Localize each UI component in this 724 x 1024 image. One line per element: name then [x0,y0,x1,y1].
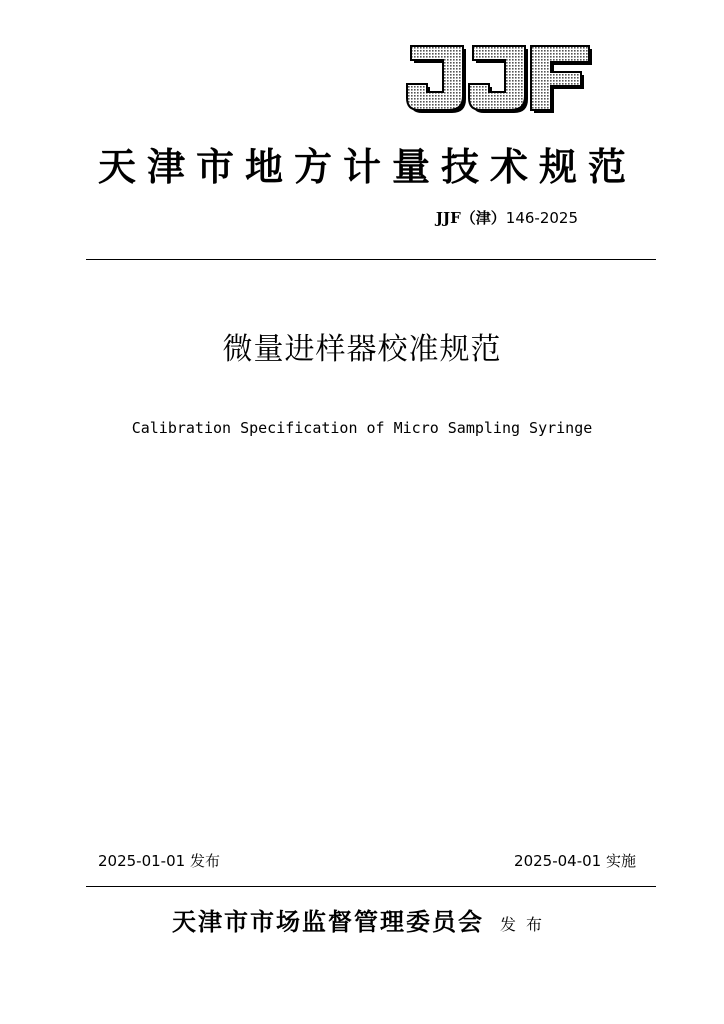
standard-number-value: 146-2025 [505,209,578,227]
jjf-logo [405,44,595,114]
bottom-divider [86,886,656,887]
issuer [0,902,724,937]
standard-number [436,207,578,228]
jjf-logo-graphic [405,44,595,114]
implementation-date: 2025-04-01 实施 [514,852,636,870]
logo-letter-j-1 [407,46,466,113]
document-title-en: Calibration Specification of Micro Sampling Syringe [131,419,593,437]
issuer-verb: 发布 [499,915,552,934]
document-title-cn: 微量进样器校准规范 [222,332,502,367]
issue-date: 2025-01-01 发布 [98,852,220,870]
standard-code: JJF（津） [435,209,506,227]
logo-letter-f [531,46,592,113]
issuer-name: 天津市市场监督管理委员会 [171,907,484,936]
top-divider [86,259,656,260]
logo-letter-j-2 [469,46,528,113]
organization-title: 天津市地方计量技术规范 [97,144,637,189]
